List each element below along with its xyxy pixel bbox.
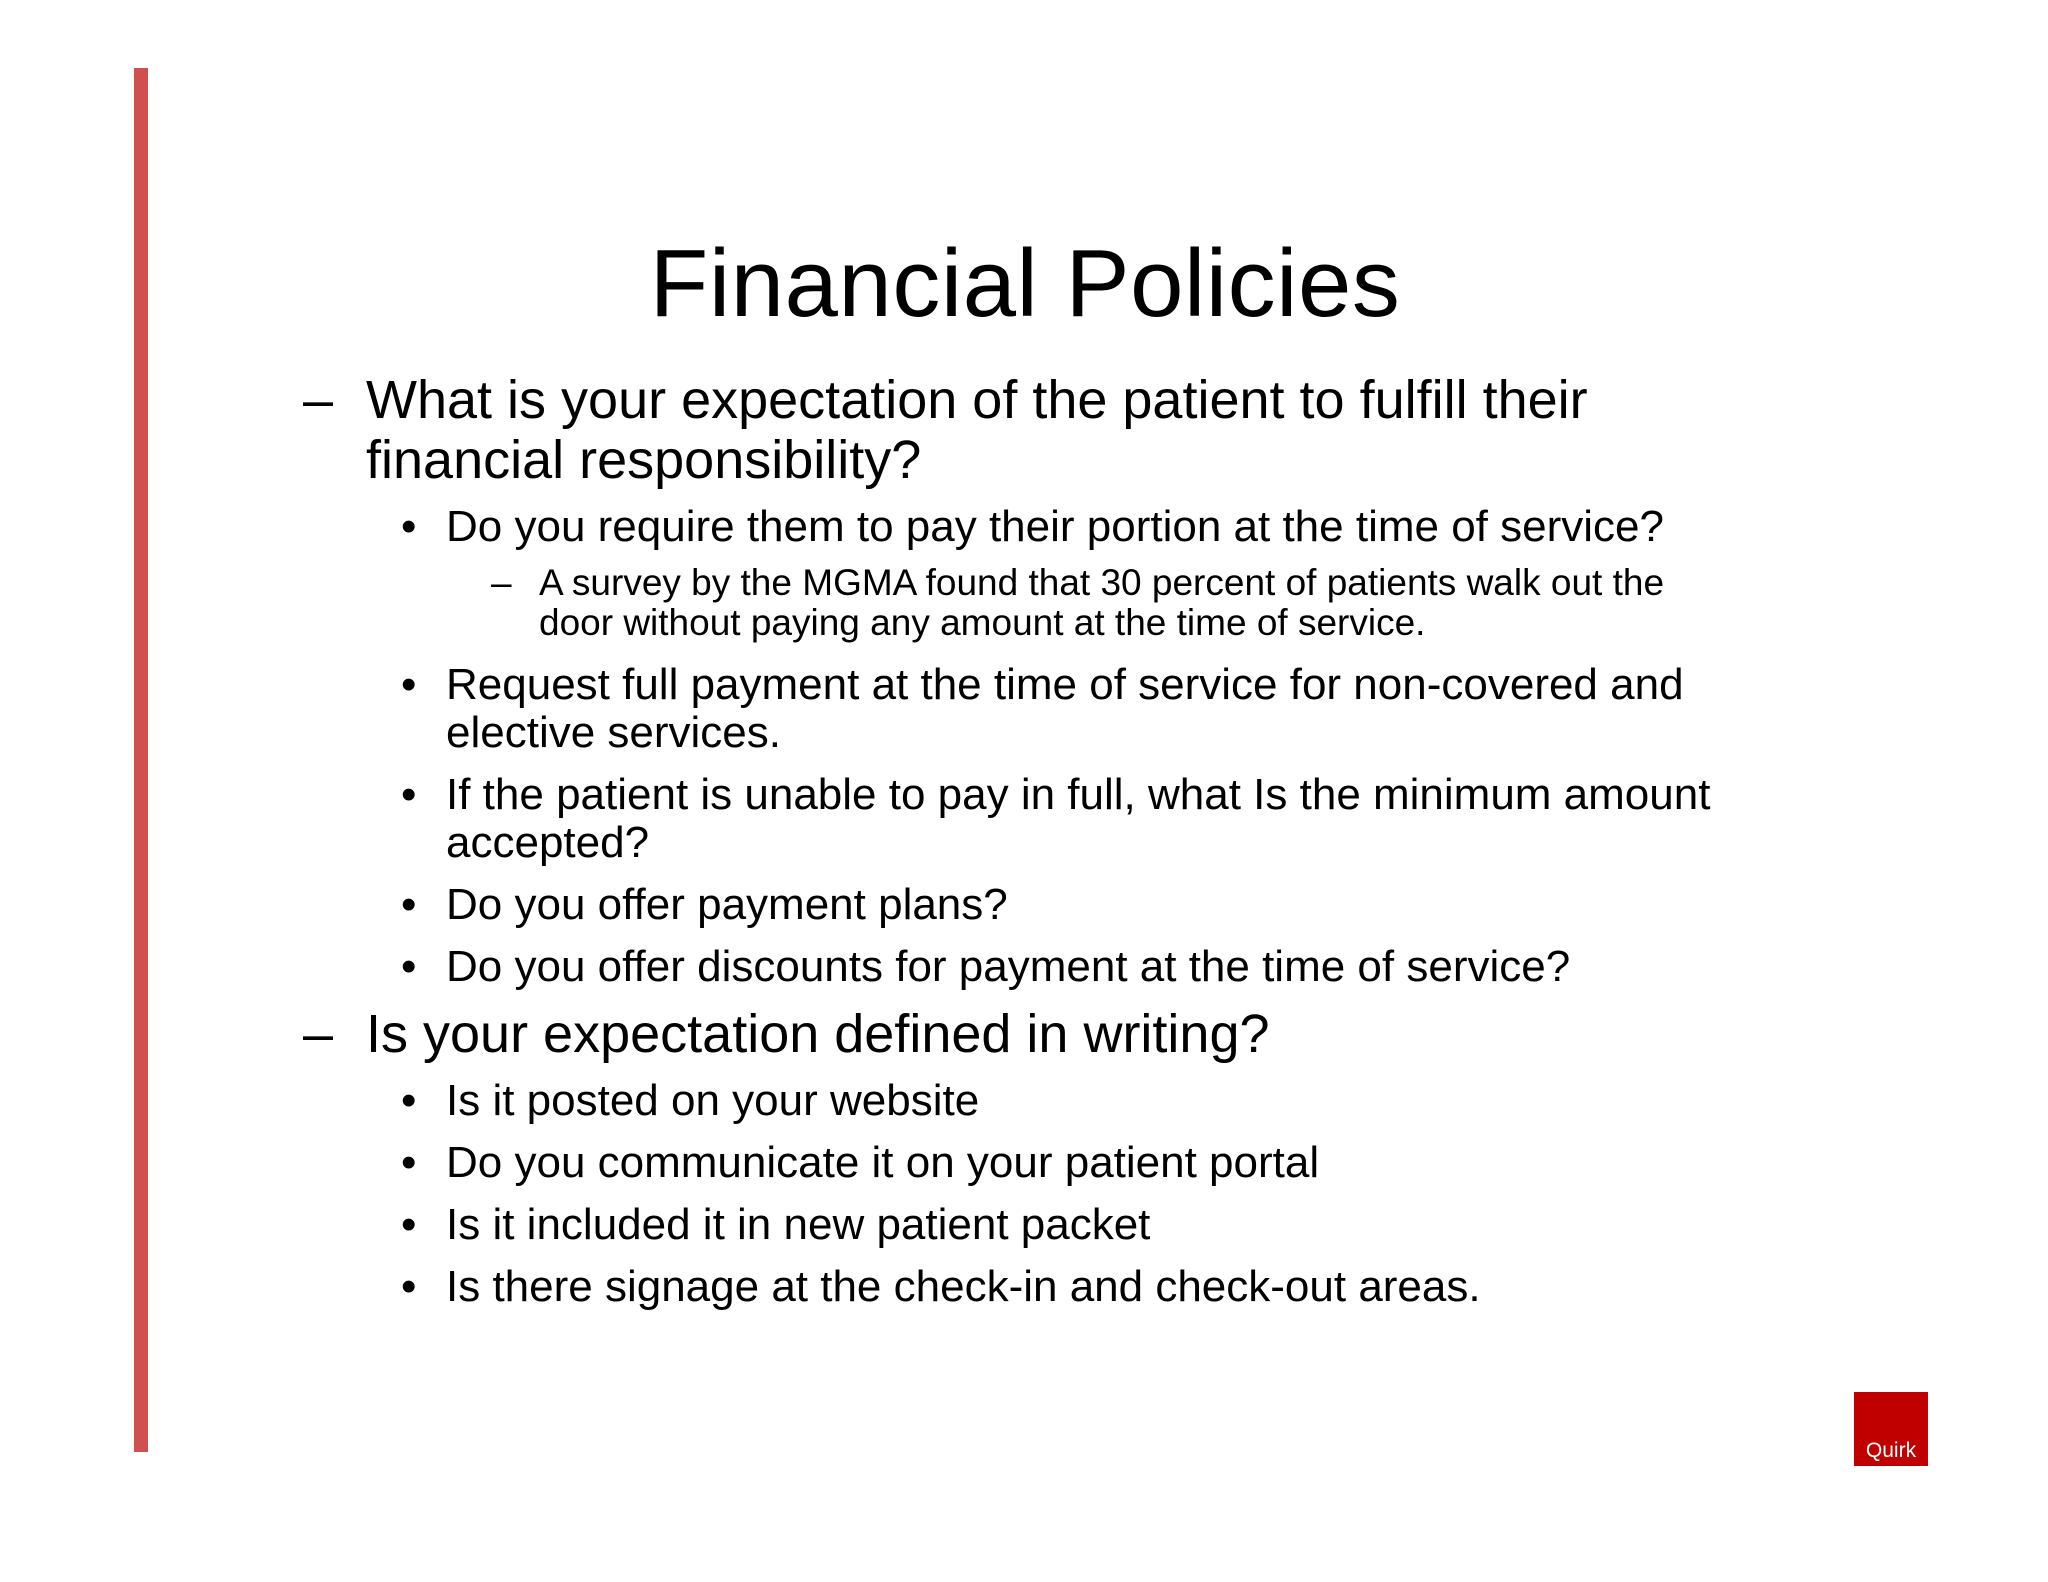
slide-title: Financial Policies: [649, 230, 1401, 337]
list-item-text: Is it posted on your website: [446, 1076, 980, 1125]
list-item-text: Is there signage at the check-in and check-out areas.: [446, 1262, 1481, 1311]
bullet-marker: •: [401, 660, 417, 709]
dash-marker: –: [303, 1004, 334, 1064]
list-item-text: financial responsibility?: [366, 430, 922, 490]
list-item-text: Is it included it in new patient packet: [446, 1200, 1151, 1249]
bullet-marker: •: [401, 1138, 417, 1187]
list-item-text: A survey by the MGMA found that 30 percent of patients walk out the: [539, 562, 1665, 603]
bullet-marker: •: [401, 1200, 417, 1249]
bullet-marker: •: [401, 1262, 417, 1311]
list-item-text: Is your expectation defined in writing?: [366, 1004, 1270, 1064]
dash-marker: –: [303, 370, 334, 430]
dash-marker: –: [491, 562, 512, 603]
quirk-logo: [1854, 1392, 1928, 1466]
list-item-text: accepted?: [446, 818, 650, 867]
list-item-text: Request full payment at the time of service for non-covered and: [446, 660, 1684, 709]
bullet-marker: •: [401, 1076, 417, 1125]
logo-text: Quirk: [1865, 1439, 1917, 1462]
list-item-text: Do you offer payment plans?: [446, 880, 1008, 929]
list-item-text: If the patient is unable to pay in full, what Is the minimum amount: [446, 770, 1711, 819]
list-item-text: What is your expectation of the patient to fulfill their: [366, 370, 1588, 430]
bullet-marker: •: [401, 880, 417, 929]
bullet-marker: •: [401, 942, 417, 991]
bullet-marker: •: [401, 502, 417, 551]
bullet-marker: •: [401, 770, 417, 819]
list-item-text: Do you require them to pay their portion at the time of service?: [446, 502, 1664, 551]
list-item-text: Do you offer discounts for payment at the time of service?: [446, 942, 1571, 991]
accent-bar: [134, 68, 148, 1452]
list-item-text: door without paying any amount at the time of service.: [539, 602, 1426, 643]
list-item-text: elective services.: [446, 708, 782, 757]
list-item-text: Do you communicate it on your patient portal: [446, 1138, 1320, 1187]
